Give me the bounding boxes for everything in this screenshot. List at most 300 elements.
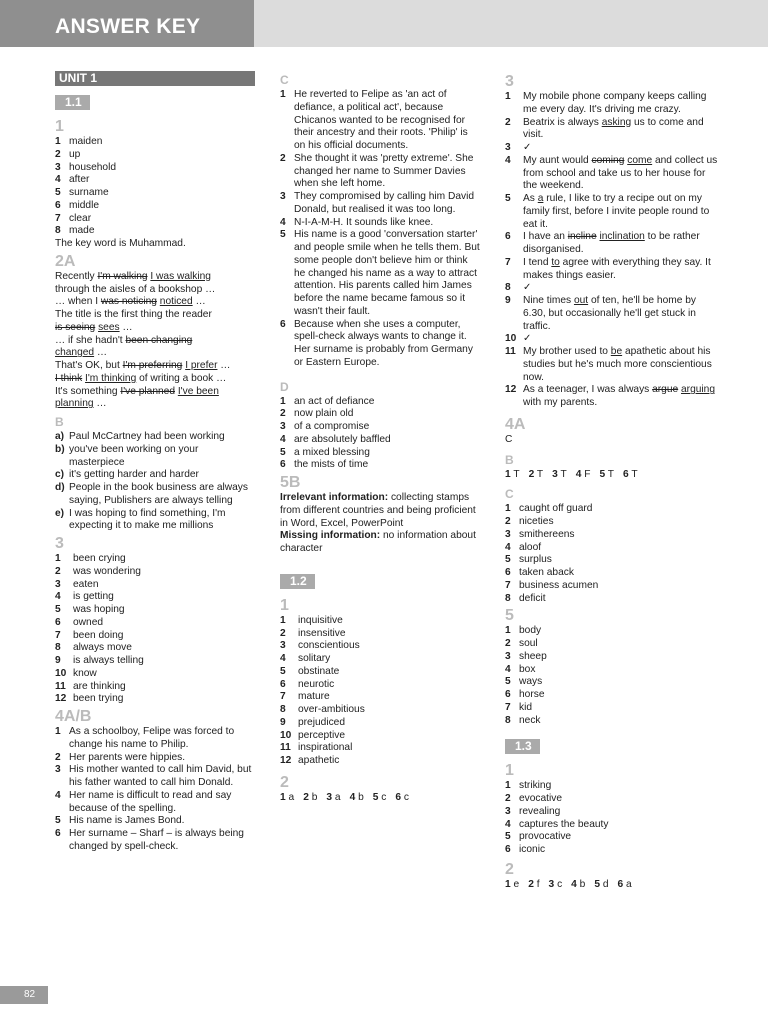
list-item xyxy=(505,793,720,806)
unit-heading: UNIT 1 xyxy=(55,71,255,86)
correction-line xyxy=(55,360,255,373)
corrected-text: be xyxy=(610,346,623,357)
line-text: … if she hadn't xyxy=(55,334,126,346)
list-item xyxy=(55,469,255,482)
item-text: Paul McCartney had been working xyxy=(69,431,225,442)
exercise-letter: C xyxy=(280,73,289,87)
item-number: 10 xyxy=(505,333,517,345)
list-item xyxy=(55,752,255,765)
list-item xyxy=(505,831,720,844)
item-text: c xyxy=(557,878,563,890)
pair-answer xyxy=(505,879,519,892)
corrected-text: I prefer xyxy=(185,360,218,371)
correction-line xyxy=(55,398,255,411)
item-text: perceptive xyxy=(298,729,346,741)
section-tag-1-3: 1.3 xyxy=(505,739,540,754)
item-text: inspirational xyxy=(298,742,353,754)
item-text: N-I-A-M-H. It sounds like knee. xyxy=(294,216,434,228)
correction-line xyxy=(55,373,255,386)
list-item xyxy=(505,142,720,155)
page-number-tab xyxy=(0,986,48,1004)
list-item xyxy=(505,651,720,664)
list-item xyxy=(55,642,255,655)
item-number: 2 xyxy=(280,152,286,164)
list-item xyxy=(505,91,720,117)
pair-answer xyxy=(350,792,364,805)
column-left xyxy=(55,71,255,854)
item-number: 1 xyxy=(55,553,61,564)
list-item xyxy=(505,257,720,283)
list-item xyxy=(505,542,720,555)
item-text: a mixed blessing xyxy=(294,446,370,458)
item-number: 4 xyxy=(55,789,61,801)
list-item xyxy=(280,153,480,191)
item-number: 6 xyxy=(55,828,61,839)
item-text: e xyxy=(513,878,520,890)
page-number: 82 xyxy=(24,989,36,1000)
item-text: over-ambitious xyxy=(298,704,365,715)
exercise-letter: B xyxy=(505,452,514,467)
header-title-box xyxy=(0,0,254,47)
item-text: My mobile phone company keeps calling me every day. It's driving me crazy. xyxy=(523,91,707,115)
item-number: 2 xyxy=(505,638,511,649)
item-number: 12 xyxy=(505,384,517,396)
list-item xyxy=(55,681,255,694)
item-text: T xyxy=(536,468,544,480)
item-number: 6 xyxy=(55,616,61,628)
answer-note: The key word is Muhammad. xyxy=(55,238,186,249)
answer-list xyxy=(505,780,720,857)
item-text: obstinate xyxy=(298,665,340,677)
item-text: are absolutely baffled xyxy=(294,433,391,445)
item-text: sheep xyxy=(519,650,547,662)
list-item xyxy=(505,664,720,677)
list-item xyxy=(55,790,255,816)
exercise-number: 3 xyxy=(55,535,64,552)
item-text: taken aback xyxy=(519,567,574,578)
item-text: As xyxy=(523,193,538,204)
item-text-rest: and collect us from school and take us to her house for the weekend. xyxy=(523,154,718,192)
struck-text: argue xyxy=(652,384,679,396)
item-number: 1 xyxy=(505,780,511,792)
item-number: 1 xyxy=(55,726,61,737)
item-number: 1 xyxy=(280,89,286,100)
exercise-number: 2 xyxy=(505,860,514,878)
answer-row xyxy=(505,469,720,482)
list-item xyxy=(505,638,720,651)
struck-text: I've planned xyxy=(120,385,175,397)
answer-list xyxy=(280,396,480,473)
item-number: 2 xyxy=(505,793,511,804)
item-number: 2 xyxy=(280,627,286,639)
list-item xyxy=(55,482,255,508)
item-text: neck xyxy=(519,714,541,726)
list-item xyxy=(280,653,480,666)
item-number: 4 xyxy=(505,818,511,830)
item-text: striking xyxy=(519,780,552,792)
item-text: maiden xyxy=(69,136,103,147)
list-item xyxy=(280,717,480,730)
line-text-rest: … xyxy=(192,296,206,308)
item-number: c) xyxy=(55,469,65,481)
item-number: 4 xyxy=(505,154,511,166)
item-text: a xyxy=(288,791,295,803)
item-text: the mists of time xyxy=(294,459,369,471)
item-number: 6 xyxy=(623,468,629,480)
correction-line xyxy=(55,271,255,284)
item-number: 5 xyxy=(280,229,286,241)
list-item xyxy=(55,668,255,681)
list-item xyxy=(55,604,255,617)
item-text: is always telling xyxy=(73,655,144,666)
item-text: ✓ xyxy=(523,333,532,345)
item-number: 2 xyxy=(303,791,309,803)
item-text: owned xyxy=(73,616,104,628)
list-item xyxy=(55,444,255,470)
item-number: 6 xyxy=(280,678,286,690)
list-item xyxy=(280,742,480,755)
item-text: I was hoping to find something, I'm expecting it to make me millions xyxy=(69,507,226,532)
item-text: c xyxy=(403,791,409,803)
item-text: business acumen xyxy=(519,579,599,591)
item-text: f xyxy=(536,878,540,890)
line-text: … when I xyxy=(55,296,101,308)
item-text: captures the beauty xyxy=(519,818,609,830)
item-number: 6 xyxy=(55,199,61,211)
item-number: 8 xyxy=(505,714,511,726)
item-number: d) xyxy=(55,482,65,493)
item-text: b xyxy=(358,791,364,803)
list-item xyxy=(55,764,255,790)
item-number: 11 xyxy=(280,742,291,754)
corrected-text: sees xyxy=(98,321,120,333)
pair-answer xyxy=(505,469,520,482)
exercise-number: 5B xyxy=(280,474,301,491)
item-text: aloof xyxy=(519,541,542,553)
list-item xyxy=(280,191,480,217)
list-item xyxy=(280,730,480,743)
struck-text: is seeing xyxy=(55,321,96,333)
item-text: Her parents were hippies. xyxy=(69,751,186,763)
line-text: That's OK, but xyxy=(55,360,123,371)
item-number: 11 xyxy=(55,680,66,692)
item-number: 3 xyxy=(280,191,286,202)
list-item xyxy=(55,630,255,643)
item-text: inquisitive xyxy=(298,614,343,626)
item-text: now plain old xyxy=(294,408,354,420)
corrected-text: I've been xyxy=(177,385,219,397)
item-text: d xyxy=(602,878,609,890)
item-number: 2 xyxy=(528,878,534,890)
item-text: been crying xyxy=(73,553,126,564)
item-number: 7 xyxy=(55,629,61,641)
item-text: after xyxy=(69,174,90,186)
item-number: 1 xyxy=(280,614,286,626)
item-text: are thinking xyxy=(73,680,126,692)
item-number: 9 xyxy=(55,655,61,666)
answer-lines xyxy=(55,271,255,411)
item-text: body xyxy=(519,625,542,637)
list-item xyxy=(55,187,255,200)
item-number: 5 xyxy=(372,791,379,803)
item-number: 7 xyxy=(505,256,511,268)
item-number: 1 xyxy=(505,468,511,480)
list-item xyxy=(505,193,720,231)
item-number: 3 xyxy=(55,764,61,776)
item-text: mature xyxy=(298,691,330,703)
list-item xyxy=(55,553,255,566)
list-item xyxy=(505,295,720,333)
list-item xyxy=(505,282,720,295)
item-number: 1 xyxy=(505,625,511,637)
list-item xyxy=(55,726,255,752)
item-number: 1 xyxy=(505,503,511,515)
corrected-text: arguing xyxy=(681,384,716,396)
exercise-number: 4A/B xyxy=(55,708,92,725)
item-text: always move xyxy=(73,642,132,654)
item-number: 6 xyxy=(617,878,624,890)
item-text: Because when she uses a computer, spell-check always wants to change it. Her surname is probably from Germany or Eastern Europe. xyxy=(294,318,473,368)
correction-line xyxy=(55,335,255,348)
pair-answer xyxy=(618,879,632,892)
line-text-rest: of writing a book … xyxy=(136,372,227,384)
exercise-number: 4A xyxy=(505,415,526,433)
corrected-text: I'm thinking xyxy=(85,372,137,384)
item-text: smithereens xyxy=(519,528,575,540)
exercise-number: 3 xyxy=(505,73,514,90)
item-number: 5 xyxy=(505,193,511,204)
item-text: it's getting harder and harder xyxy=(69,469,199,481)
list-item xyxy=(55,149,255,162)
item-number: 4 xyxy=(571,878,577,890)
line-text: It's something xyxy=(55,385,121,397)
list-item xyxy=(505,384,720,410)
item-number: 1 xyxy=(505,878,511,890)
section-tag-1-2: 1.2 xyxy=(280,574,315,589)
item-number: 6 xyxy=(505,567,511,578)
list-item xyxy=(55,566,255,579)
correction-line xyxy=(55,296,255,309)
item-text: household xyxy=(69,161,117,173)
item-number: 4 xyxy=(280,433,286,445)
item-text: niceties xyxy=(519,516,554,527)
item-number: 7 xyxy=(505,701,511,713)
pair-answer xyxy=(571,879,585,892)
list-item xyxy=(55,431,255,444)
item-text: horse xyxy=(519,689,545,700)
item-text: prejudiced xyxy=(298,716,346,728)
struck-text: I'm walking xyxy=(97,270,148,282)
item-text: a xyxy=(334,791,341,803)
line-text-rest: … xyxy=(217,360,231,371)
pair-answer xyxy=(395,792,409,805)
item-text: surplus xyxy=(519,554,552,566)
item-text: made xyxy=(69,225,95,237)
list-item xyxy=(280,679,480,692)
list-item xyxy=(55,508,255,534)
list-item xyxy=(280,691,480,704)
list-item xyxy=(55,200,255,213)
item-text: F xyxy=(584,468,591,480)
item-text: was wondering xyxy=(73,565,141,577)
item-text: an act of defiance xyxy=(294,395,375,407)
list-item xyxy=(505,702,720,715)
item-number: 5 xyxy=(280,665,286,677)
corrected-text: inclination xyxy=(599,231,645,243)
item-number: 10 xyxy=(280,729,292,741)
struck-text: been changing xyxy=(125,334,193,346)
item-number: 6 xyxy=(395,791,402,803)
pair-answer xyxy=(599,469,614,482)
list-item xyxy=(505,155,720,193)
list-item xyxy=(55,591,255,604)
item-text: b xyxy=(579,878,586,890)
item-text: insensitive xyxy=(298,627,346,639)
item-number: 7 xyxy=(55,212,61,224)
list-item xyxy=(505,503,720,516)
item-number: 3 xyxy=(548,878,555,890)
exercise-letter: C xyxy=(505,487,514,502)
answer-list xyxy=(280,615,480,768)
line-text-rest: … xyxy=(119,321,133,333)
item-text: Nine times xyxy=(523,295,574,306)
answer-row xyxy=(280,792,480,805)
item-number: 8 xyxy=(280,704,286,715)
list-item xyxy=(505,819,720,832)
item-number: 3 xyxy=(505,805,511,817)
item-text: soul xyxy=(519,638,538,649)
missing-text: no information about character xyxy=(280,530,476,554)
correction-line xyxy=(55,309,255,322)
item-number: 8 xyxy=(55,225,61,237)
exercise-number: 1 xyxy=(505,762,514,780)
irrelevant-label: Irrelevant information: xyxy=(280,492,389,503)
item-text: T xyxy=(607,468,614,480)
section-tag-1-1: 1.1 xyxy=(55,95,90,110)
correction-line xyxy=(55,284,255,297)
item-text: provocative xyxy=(519,831,572,843)
item-number: 4 xyxy=(349,791,356,803)
line-text: through the aisles of a bookshop … xyxy=(55,283,216,295)
item-number: 3 xyxy=(326,791,333,803)
answer-row xyxy=(505,879,720,892)
item-number: 9 xyxy=(505,295,511,306)
item-number: 3 xyxy=(280,421,286,432)
list-item xyxy=(505,346,720,384)
item-number: 3 xyxy=(55,161,61,173)
list-item xyxy=(280,640,480,653)
item-text: As a schoolboy, Felipe was forced to change his name to Philip. xyxy=(69,726,235,750)
item-number: 2 xyxy=(528,468,535,480)
struck-text: coming xyxy=(591,154,625,166)
list-item xyxy=(505,554,720,567)
item-text: People in the book business are always saying, Publishers are always telling xyxy=(69,482,248,506)
item-number: 3 xyxy=(552,468,558,480)
item-number: 2 xyxy=(55,565,61,577)
item-text: T xyxy=(513,468,520,480)
missing-label: Missing information: xyxy=(280,530,381,542)
item-text: was hoping xyxy=(73,604,125,615)
item-text: a xyxy=(626,878,632,890)
corrected-text: a xyxy=(537,193,544,204)
list-item xyxy=(280,319,480,370)
item-text: up xyxy=(69,148,81,160)
list-item xyxy=(505,567,720,580)
pair-answer xyxy=(594,879,608,892)
list-item xyxy=(505,844,720,857)
item-number: 8 xyxy=(505,592,511,604)
item-number: 2 xyxy=(505,516,511,527)
item-text: Her surname – Sharf – is always being changed by spell-check. xyxy=(69,828,244,852)
item-number: 5 xyxy=(55,815,61,827)
item-text-rest: apathetic about his studies but he's much more conscientious now. xyxy=(523,346,712,383)
list-item xyxy=(55,162,255,175)
list-item xyxy=(280,396,480,409)
list-item xyxy=(280,89,480,153)
list-item xyxy=(505,333,720,346)
list-item xyxy=(280,704,480,717)
item-text-rest: rule, I like to try a recipe out on my family first, before I invite people round to eat it. xyxy=(523,193,710,230)
item-text: kid xyxy=(519,701,533,713)
line-text-rest: … xyxy=(94,347,108,359)
struck-text: incline xyxy=(567,231,597,243)
item-text: revealing xyxy=(519,805,561,817)
answer-paragraph xyxy=(280,492,480,530)
item-text: solitary xyxy=(298,653,331,664)
item-number: 7 xyxy=(505,579,511,591)
item-number: 3 xyxy=(505,142,511,153)
item-number: 2 xyxy=(280,408,286,420)
list-item xyxy=(55,828,255,854)
pair-answer xyxy=(528,879,539,892)
item-text: know xyxy=(73,667,97,679)
list-item xyxy=(55,174,255,187)
item-text: apathetic xyxy=(298,755,340,766)
item-text: you've been working on your masterpiece xyxy=(69,443,199,468)
item-text: conscientious xyxy=(298,640,360,652)
pair-answer xyxy=(373,792,387,805)
item-text-rest: of ten, he'll be home by 6.30, but occasionally he'll get stuck in traffic. xyxy=(523,295,696,332)
item-text: of a compromise xyxy=(294,421,370,432)
corrected-text: changed xyxy=(55,347,95,359)
pair-answer xyxy=(280,792,294,805)
correction-line xyxy=(55,386,255,399)
item-number: 4 xyxy=(280,653,286,664)
item-text-rest: with my parents. xyxy=(523,397,598,408)
pair-answer xyxy=(303,792,317,805)
list-item xyxy=(280,755,480,768)
item-text: As a teenager, I was always xyxy=(523,384,653,396)
pair-answer xyxy=(529,469,544,482)
item-text: Beatrix is always xyxy=(523,116,602,128)
list-item xyxy=(280,217,480,230)
page-title: ANSWER KEY xyxy=(55,15,201,38)
list-item xyxy=(55,815,255,828)
item-text: evocative xyxy=(519,793,563,804)
list-item xyxy=(280,666,480,679)
answer-list xyxy=(55,553,255,706)
exercise-number: 1 xyxy=(55,118,64,135)
irrelevant-text: collecting stamps from different countries and being proficient in Word, Excel, PowerPoint xyxy=(280,492,476,529)
item-number: 1 xyxy=(505,91,511,102)
exercise-letter: B xyxy=(55,415,64,429)
answer-list xyxy=(55,431,255,533)
item-number: 3 xyxy=(505,528,511,540)
item-text: caught off guard xyxy=(519,503,593,515)
list-item xyxy=(505,676,720,689)
item-text: His name is a good 'conversation starter' and people smile when he tells them. But some people don't believe him or think he changed his name as a way to attract attention. His parents called him James before the name became famous so it wasn't their fault. xyxy=(294,229,480,317)
list-item xyxy=(280,421,480,434)
